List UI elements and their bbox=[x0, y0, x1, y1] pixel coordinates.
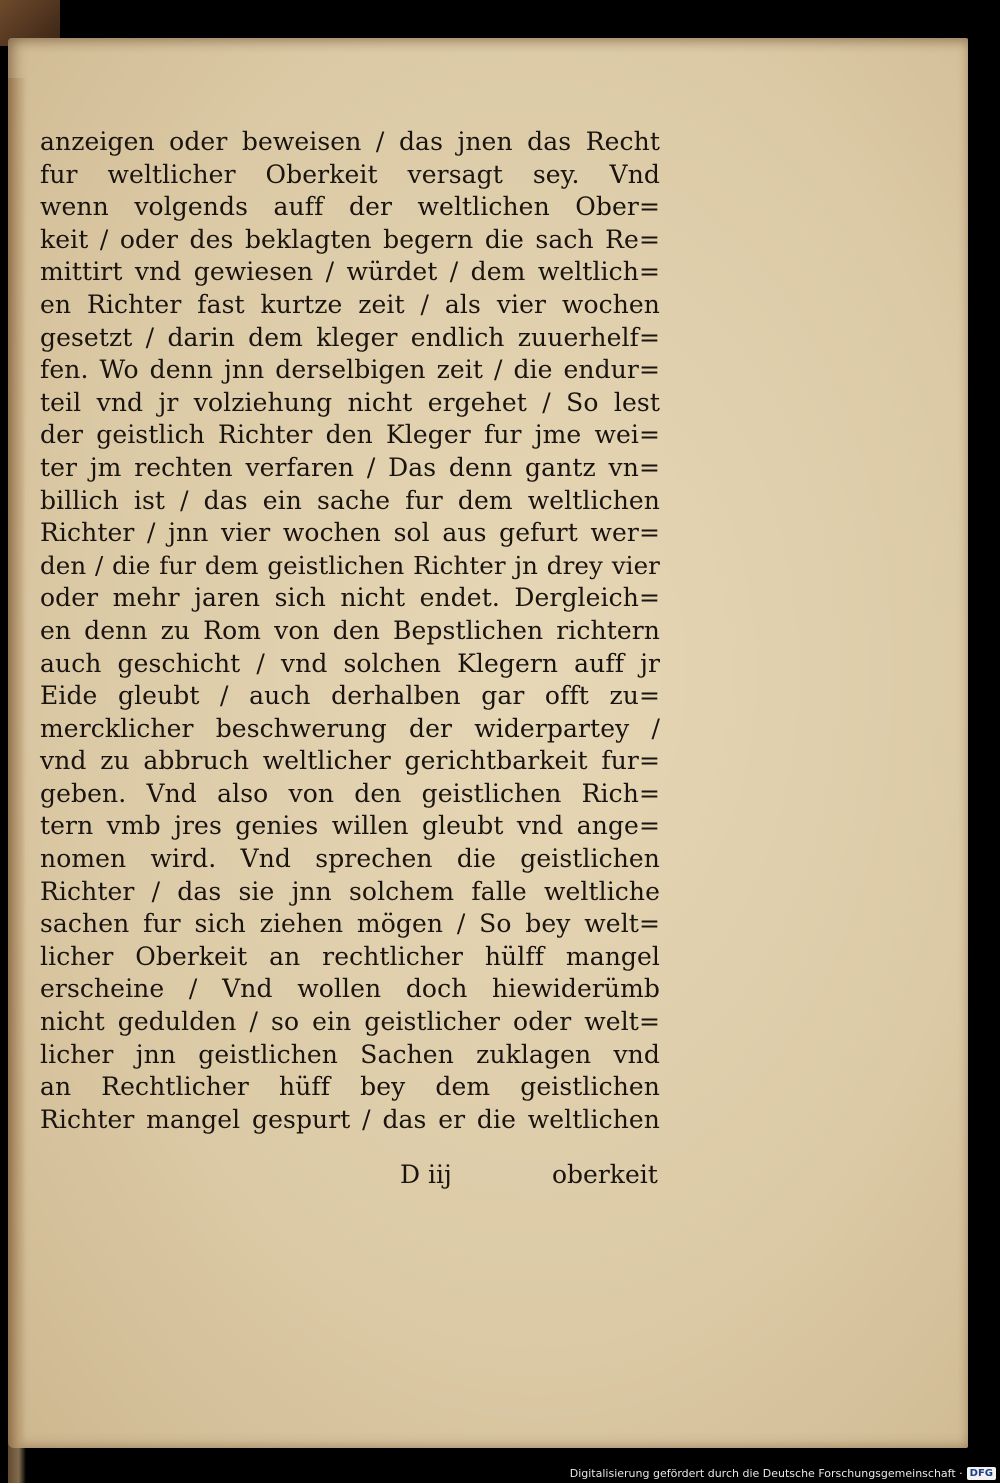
text-line: vnd zu abbruch weltlicher gerichtbarkeit fur= bbox=[40, 746, 660, 776]
text-line: erscheine / Vnd wollen doch hiewiderümb bbox=[40, 974, 660, 1004]
text-line: anzeigen oder beweisen / das jnen das Recht bbox=[40, 127, 660, 156]
text-line: mittirt vnd gewiesen / würdet / dem weltlich= bbox=[40, 257, 660, 287]
text-line: auch geschicht / vnd solchen Klegern auff jr bbox=[40, 648, 660, 678]
page-left-edge bbox=[8, 78, 26, 1483]
text-line: an Rechtlicher hüff bey dem geistlichen bbox=[40, 1072, 660, 1102]
text-line: Richter / das sie jnn solchem falle weltliche bbox=[40, 876, 660, 906]
text-line: der geistlich Richter den Kleger fur jme wei= bbox=[40, 420, 660, 450]
text-line: oder mehr jaren sich nicht endet. Dergleich= bbox=[40, 583, 660, 613]
text-line: fur weltlicher Oberkeit versagt sey. Vnd bbox=[40, 159, 660, 189]
attribution-text: Digitalisierung gefördert durch die Deutsche Forschungsgemeinschaft · bbox=[569, 1467, 963, 1480]
text-line: ter jm rechten verfaren / Das denn gantz vn= bbox=[40, 452, 660, 482]
attribution-bar bbox=[570, 1467, 996, 1480]
catchword: oberkeit bbox=[552, 1160, 658, 1189]
text-line: fen. Wo denn jnn derselbigen zeit / die endur= bbox=[40, 355, 660, 385]
text-line: mercklicher beschwerung der widerpartey / bbox=[40, 713, 660, 743]
text-line: en denn zu Rom von den Bepstlichen richtern bbox=[40, 615, 660, 645]
signature-mark: D iij bbox=[400, 1160, 452, 1189]
text-line: den / die fur dem geistlichen Richter jn drey vier bbox=[40, 550, 660, 580]
text-line: Richter mangel gespurt / das er die weltlichen bbox=[40, 1104, 660, 1134]
text-line: licher Oberkeit an rechtlicher hülff mangel bbox=[40, 941, 660, 971]
text-line: nicht gedulden / so ein geistlicher oder welt= bbox=[40, 1007, 660, 1037]
text-line: sachen fur sich ziehen mögen / So bey welt= bbox=[40, 909, 660, 939]
text-line: en Richter fast kurtze zeit / als vier wochen bbox=[40, 289, 660, 319]
text-line: wenn volgends auff der weltlichen Ober= bbox=[40, 192, 660, 222]
text-line: Richter / jnn vier wochen sol aus gefurt wer= bbox=[40, 518, 660, 548]
text-line: keit / oder des beklagten begern die sach Re= bbox=[40, 224, 660, 254]
text-line: nomen wird. Vnd sprechen die geistlichen bbox=[40, 844, 660, 874]
dfg-logo: DFG bbox=[967, 1467, 996, 1480]
text-line: licher jnn geistlichen Sachen zuklagen vnd bbox=[40, 1039, 660, 1069]
text-line: tern vmb jres genies willen gleubt vnd ange= bbox=[40, 811, 660, 841]
text-line: billich ist / das ein sache fur dem weltlichen bbox=[40, 485, 660, 515]
body-text bbox=[40, 126, 660, 1136]
text-line: gesetzt / darin dem kleger endlich zuuerhelf= bbox=[40, 322, 660, 352]
text-line: geben. Vnd also von den geistlichen Rich= bbox=[40, 778, 660, 808]
text-line: Eide gleubt / auch derhalben gar offt zu= bbox=[40, 681, 660, 711]
text-line: teil vnd jr volziehung nicht ergehet / So lest bbox=[40, 387, 660, 417]
